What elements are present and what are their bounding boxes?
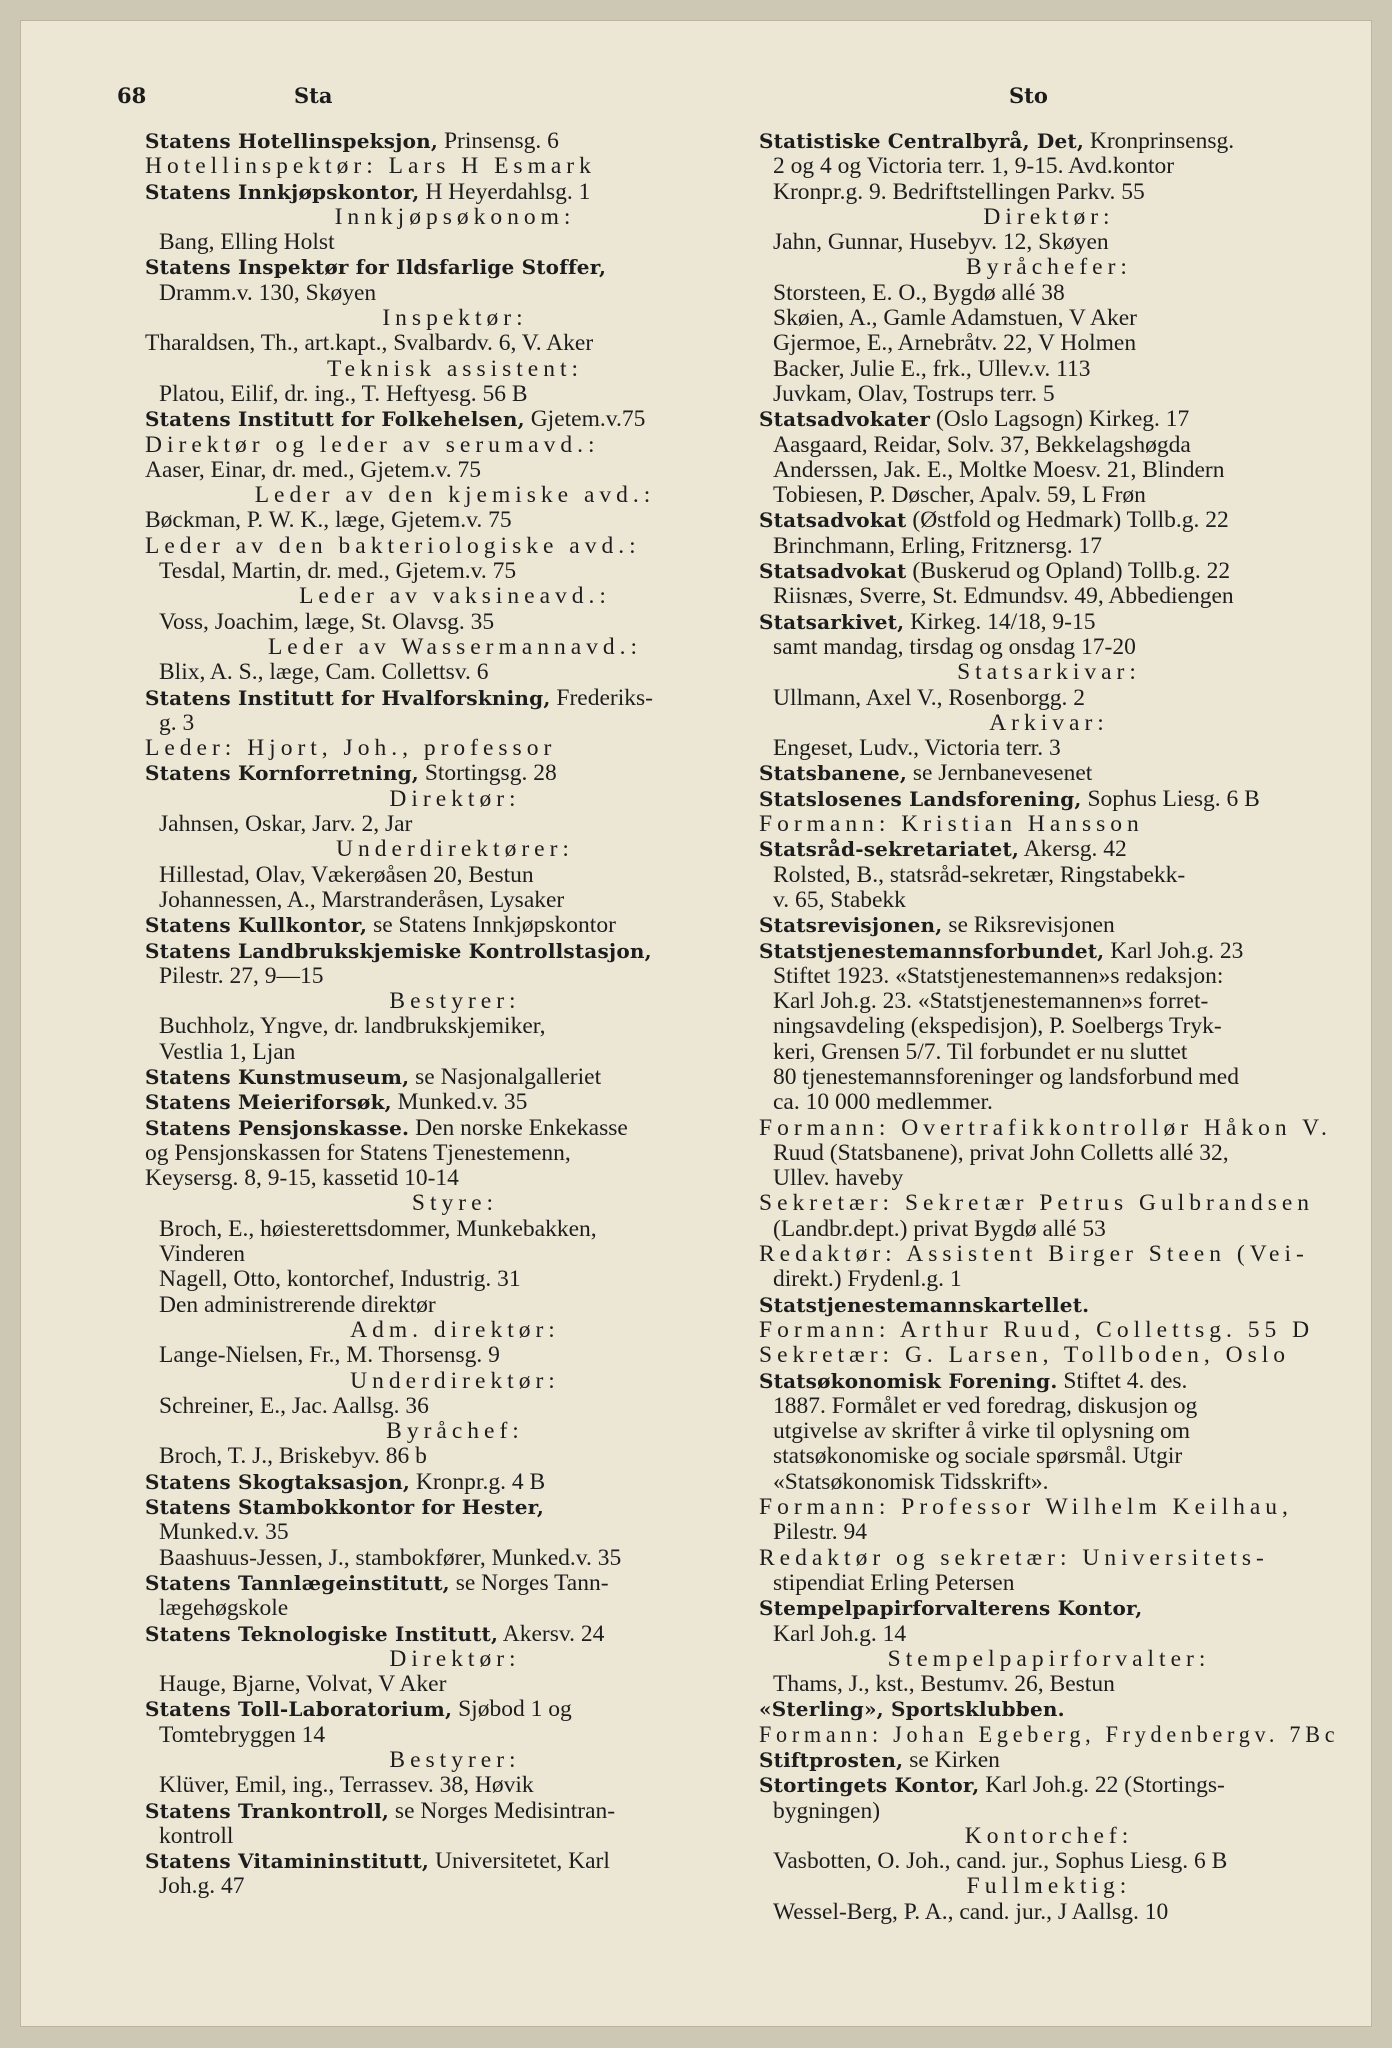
entry-line: Tharaldsen, Th., art.kapt., Svalbardv. 6, V. Aker [145, 330, 594, 357]
entry-line: statsøkonomiske og sociale spørsmål. Utgir [773, 1443, 1183, 1470]
entry-line: Ruud (Statsbanene), privat John Colletts allé 32, [773, 1139, 1229, 1166]
entry-line: Klüver, Emil, ing., Terrassev. 38, Høvik [159, 1772, 534, 1799]
entry-details: Karl Joh.g. 23 [1104, 937, 1244, 964]
entry-line: Jahn, Gunnar, Husebyv. 12, Skøyen [773, 229, 1109, 256]
entry-line: utgivelse av skrifter å virke til oplysning om [773, 1418, 1191, 1445]
entry-name: Stempelpapirforvalterens Kontor, [759, 1596, 1143, 1621]
role-heading: Statsarkivar: [957, 659, 1141, 686]
role-heading: Inspektør: [382, 305, 528, 332]
entry-line: Den administrerende direktør [159, 1291, 436, 1318]
entry-details: Karl Joh.g. 22 (Stortings- [979, 1772, 1225, 1799]
entry-line: Thams, J., kst., Bestumv. 26, Bestun [773, 1671, 1115, 1698]
entry-line: 2 og 4 og Victoria terr. 1, 9-15. Avd.kontor [773, 153, 1175, 180]
entry-details: (Buskerud og Opland) Tollb.g. 22 [906, 558, 1231, 585]
entry-heading-line [145, 129, 765, 154]
role-heading: Leder av vaksineavd.: [299, 583, 611, 610]
entry-heading-line [759, 837, 1339, 862]
role-heading: Byråchef: [386, 1418, 524, 1445]
entry-details: Munked.v. 35 [391, 1089, 528, 1116]
entry-line: Keysersg. 8, 9-15, kassetid 10-14 [145, 1165, 459, 1192]
entry-name: Statens Kullkontor, [145, 913, 368, 938]
entry-details: Akersv. 24 [498, 1620, 605, 1647]
entry-details: se Riksrevisjonen [942, 912, 1115, 939]
entry-heading-line [145, 1622, 765, 1647]
entry-heading-line [759, 913, 1339, 938]
role-heading: Direktør: [389, 785, 521, 812]
entry-heading-line [759, 508, 1339, 533]
entry-line: Aaser, Einar, dr. med., Gjetem.v. 75 [145, 456, 481, 483]
entry-line: Tomtebryggen 14 [159, 1721, 326, 1748]
role-line: Redaktør og sekretær: Universitets- [759, 1544, 1269, 1571]
role-line: Leder: Hjort, Joh., professor [145, 735, 557, 762]
entry-line: Riisnæs, Sverre, St. Edmundsv. 49, Abbediengen [773, 583, 1234, 610]
entry-heading-line [145, 913, 765, 938]
entry-details: Gjetem.v.75 [524, 406, 646, 433]
entry-name: Statsøkonomisk Forening. [759, 1368, 1058, 1393]
entry-name: Statsrevisjonen, [759, 913, 943, 938]
entry-line: v. 65, Stabekk [773, 886, 906, 913]
entry-name: Statens Hotellinspeksjon, [145, 129, 439, 153]
entry-name: Statens Institutt for Folkehelsen, [145, 407, 525, 432]
left-guide-word: Sta [294, 83, 333, 108]
entry-heading-line [145, 761, 765, 786]
entry-name: Statens Inspektør for Ildsfarlige Stoffer, [145, 255, 607, 280]
entry-heading-line [759, 559, 1339, 584]
entry-heading-line [759, 1369, 1339, 1394]
entry-name: Statens Pensjonskasse. [145, 1115, 410, 1140]
entry-name: Statens Meieriforsøk, [145, 1090, 392, 1115]
entry-name: Statsadvokat [759, 559, 907, 584]
entry-name: Statsadvokater [759, 407, 931, 432]
entry-details: se Norges Tann- [449, 1569, 609, 1596]
entry-details: Akersg. 42 [1019, 836, 1127, 863]
entry-line: ningsavdeling (ekspedisjon), P. Soelbergs Tryk- [773, 1013, 1222, 1040]
entry-line: Storsteen, E. O., Bygdø allé 38 [773, 279, 1065, 306]
entry-name: Statens Teknologiske Institutt, [145, 1621, 499, 1646]
entry-line: Bang, Elling Holst [159, 229, 335, 256]
entry-line: kontroll [159, 1822, 234, 1849]
entry-line: Kronpr.g. 9. Bedriftstellingen Parkv. 55 [773, 178, 1145, 205]
entry-details: Sophus Liesg. 6 B [1081, 785, 1260, 812]
entry-details: Den norske Enkekasse [409, 1114, 628, 1141]
entry-line: Hauge, Bjarne, Volvat, V Aker [159, 1671, 447, 1698]
entry-details: se Nasjonalgalleriet [409, 1063, 602, 1090]
entry-line: Juvkam, Olav, Tostrups terr. 5 [773, 380, 1055, 407]
entry-line: Brinchmann, Erling, Fritznersg. 17 [773, 532, 1102, 559]
entry-heading-line [145, 939, 765, 964]
role-heading: Leder av den kjemiske avd.: [254, 482, 656, 509]
entry-line: Gjermoe, E., Arnebråtv. 22, V Holmen [773, 330, 1137, 357]
entry-details: (Oslo Lagsogn) Kirkeg. 17 [930, 406, 1190, 433]
entry-heading-line [759, 787, 1339, 812]
entry-line: Rolsted, B., statsråd-sekretær, Ringstabekk- [773, 861, 1186, 888]
entry-line: Jahnsen, Oskar, Jarv. 2, Jar [159, 811, 413, 838]
entry-details: se Jernbanevesenet [906, 760, 1093, 787]
entry-line: Munked.v. 35 [159, 1519, 289, 1546]
entry-line: Ullmann, Axel V., Rosenborgg. 2 [773, 684, 1086, 711]
entry-line: ca. 10 000 medlemmer. [773, 1089, 993, 1116]
entry-details: Sjøbod 1 og [452, 1696, 572, 1723]
entry-line: Karl Joh.g. 14 [773, 1620, 907, 1647]
entry-name: Statens Innkjøpskontor, [145, 179, 420, 204]
right-column [759, 129, 1339, 1925]
role-heading: Direktør: [983, 203, 1115, 230]
entry-line: Joh.g. 47 [159, 1873, 245, 1900]
role-heading: Byråchefer: [966, 254, 1132, 281]
role-line: Sekretær: Sekretær Petrus Gulbrandsen [759, 1190, 1315, 1217]
entry-line: Baashuus-Jessen, J., stambokfører, Munked.v. 35 [159, 1544, 622, 1571]
entry-heading-line [145, 407, 765, 432]
entry-line: Johannessen, A., Marstranderåsen, Lysaker [159, 886, 565, 913]
role-heading: Underdirektør: [350, 1367, 560, 1394]
entry-line: Hillestad, Olav, Vækerøåsen 20, Bestun [159, 861, 534, 888]
entry-name: Statsarkivet, [759, 609, 905, 634]
entry-heading-line [759, 1596, 1339, 1621]
entry-heading-line [145, 255, 765, 280]
entry-heading-line [145, 1799, 765, 1824]
role-heading: Styre: [411, 1190, 499, 1217]
entry-heading-line [145, 1571, 765, 1596]
role-heading: Stempelpapirforvalter: [887, 1645, 1211, 1672]
entry-line: Vasbotten, O. Joh., cand. jur., Sophus Liesg. 6 B [773, 1848, 1228, 1875]
entry-line: stipendiat Erling Petersen [773, 1569, 1015, 1596]
entry-heading-line [759, 1293, 1339, 1318]
role-line: Formann: Kristian Hansson [759, 811, 1144, 838]
entry-name: Statens Kornforretning, [145, 761, 419, 786]
entry-line: og Pensjonskassen for Statens Tjenestemenn, [145, 1139, 571, 1166]
entry-heading-line [759, 761, 1339, 786]
role-heading: Leder av Wassermannavd.: [267, 633, 643, 660]
entry-line: Tesdal, Martin, dr. med., Gjetem.v. 75 [159, 558, 517, 585]
entry-name: Statsbanene, [759, 761, 907, 786]
role-line: Leder av den bakteriologiske avd.: [145, 532, 641, 559]
entry-details: se Norges Medisintran- [389, 1797, 616, 1824]
role-heading: Direktør: [389, 1645, 521, 1672]
entry-line: Anderssen, Jak. E., Moltke Moesv. 21, Blindern [773, 456, 1225, 483]
role-line: Direktør og leder av serumavd.: [145, 431, 600, 458]
entry-name: Statsadvokat [759, 508, 907, 533]
entry-line: Schreiner, E., Jac. Aallsg. 36 [159, 1392, 429, 1419]
entry-name: Statstjenestemannsforbundet, [759, 938, 1105, 963]
entry-details: Frederiks- [550, 684, 653, 711]
entry-line: Voss, Joachim, læge, St. Olavsg. 35 [159, 608, 495, 635]
entry-heading-line [145, 1065, 765, 1090]
entry-details: Kronprinsensg. [1084, 128, 1235, 154]
entry-line: Bøckman, P. W. K., læge, Gjetem.v. 75 [145, 507, 512, 534]
directory-page [20, 20, 1372, 2027]
entry-details: se Kirken [903, 1747, 1000, 1773]
entry-name: Statens Tannlægeinstitutt, [145, 1570, 450, 1595]
entry-line: Broch, E., høiesterettsdommer, Munkebakken, [159, 1215, 597, 1242]
entry-details: Universitetet, Karl [429, 1848, 610, 1875]
page-number: 68 [117, 83, 147, 108]
entry-line: 1887. Formålet er ved foredrag, diskusjon og [773, 1392, 1198, 1419]
entry-line: (Landbr.dept.) privat Bygdø allé 53 [773, 1215, 1106, 1242]
entry-name: Stortingets Kontor, [759, 1773, 980, 1798]
entry-line: Dramm.v. 130, Skøyen [159, 279, 377, 306]
entry-heading-line [145, 180, 765, 205]
entry-details: (Østfold og Hedmark) Tollb.g. 22 [906, 507, 1229, 534]
role-heading: Innkjøpsøkonom: [334, 203, 576, 230]
entry-line: bygningen) [773, 1797, 881, 1824]
entry-name: Statens Skogtaksasjon, [145, 1469, 411, 1494]
entry-line: «Statsøkonomisk Tidsskrift». [773, 1468, 1049, 1495]
role-line: Formann: Professor Wilhelm Keilhau, [759, 1494, 1293, 1521]
role-line: Sekretær: G. Larsen, Tollboden, Oslo [759, 1342, 1291, 1369]
entry-heading-line [759, 407, 1339, 432]
role-heading: Adm. direktør: [350, 1316, 560, 1343]
entry-heading-line [145, 1849, 765, 1874]
entry-line: Broch, T. J., Briskebyv. 86 b [159, 1443, 427, 1470]
role-heading: Bestyrer: [389, 1747, 521, 1773]
entry-line: Pilestr. 27, 9—15 [159, 962, 324, 989]
entry-heading-line [145, 1697, 765, 1722]
entry-line: Skøien, A., Gamle Adamstuen, V Aker [773, 305, 1138, 332]
role-heading: Arkivar: [989, 709, 1109, 736]
entry-name: Statens Trankontroll, [145, 1798, 390, 1823]
entry-line: 80 tjenestemannsforeninger og landsforbund med [773, 1063, 1239, 1090]
entry-heading-line [145, 1495, 765, 1520]
right-guide-word: Sto [1009, 83, 1048, 108]
entry-name: Statens Institutt for Hvalforskning, [145, 685, 551, 710]
entry-line: direkt.) Frydenl.g. 1 [773, 1266, 962, 1293]
entry-name: Statistiske Centralbyrå, Det, [759, 129, 1084, 153]
role-heading: Kontorchef: [964, 1822, 1134, 1849]
entry-line: samt mandag, tirsdag og onsdag 17-20 [773, 633, 1136, 660]
entry-name: Statstjenestemannskartellet. [759, 1292, 1090, 1317]
entry-line: Aasgaard, Reidar, Solv. 37, Bekkelagshøgda [773, 431, 1191, 458]
role-heading: Bestyrer: [389, 988, 521, 1015]
entry-line: Nagell, Otto, kontorchef, Industrig. 31 [159, 1266, 521, 1293]
left-column [145, 129, 765, 1900]
entry-heading-line [759, 129, 1339, 154]
entry-details: H Heyerdahlsg. 1 [419, 178, 591, 205]
role-line: Redaktør: Assistent Birger Steen (Vei- [759, 1241, 1309, 1268]
role-line: Formann: Overtrafikkontrollør Håkon V. [759, 1114, 1332, 1141]
entry-line: Engeset, Ludv., Victoria terr. 3 [773, 735, 1061, 762]
entry-line: Stiftet 1923. «Statstjenestemannen»s redaksjon: [773, 962, 1224, 989]
entry-line: Buchholz, Yngve, dr. landbrukskjemiker, [159, 1013, 546, 1040]
entry-name: Statslosenes Landsforening, [759, 786, 1082, 811]
role-heading: Underdirektører: [336, 836, 574, 863]
entry-heading-line [759, 939, 1339, 964]
entry-heading-line [759, 1697, 1339, 1722]
entry-name: Statens Landbrukskjemiske Kontrollstasjon, [145, 938, 652, 963]
entry-line: Lange-Nielsen, Fr., M. Thorsensg. 9 [159, 1342, 500, 1369]
entry-line: Ullev. haveby [773, 1165, 904, 1192]
entry-heading-line [145, 1470, 765, 1495]
entry-name: Statens Vitamininstitutt, [145, 1849, 430, 1874]
entry-details: se Statens Innkjøpskontor [367, 912, 616, 939]
entry-line: keri, Grensen 5/7. Til forbundet er nu sluttet [773, 1038, 1188, 1065]
role-line: Hotellinspektør: Lars H Esmark [145, 153, 596, 180]
entry-name: «Sterling», Sportsklubben. [759, 1697, 1065, 1722]
role-heading: Fullmektig: [966, 1873, 1132, 1900]
entry-heading-line [145, 1090, 765, 1115]
entry-heading-line [145, 686, 765, 711]
entry-name: Stiftprosten, [759, 1748, 904, 1772]
entry-line: Karl Joh.g. 23. «Statstjenestemannen»s forret- [773, 988, 1209, 1015]
entry-name: Statens Stambokkontor for Hester, [145, 1495, 545, 1520]
entry-line: Platou, Eilif, dr. ing., T. Heftyesg. 56 B [159, 380, 528, 407]
role-line: Formann: Arthur Ruud, Collettsg. 55 D [759, 1316, 1315, 1343]
entry-name: Statsråd-sekretariatet, [759, 837, 1020, 862]
entry-heading-line [759, 610, 1339, 635]
role-line: Formann: Johan Egeberg, Frydenbergv. 7Bc [759, 1721, 1340, 1748]
entry-line: Wessel-Berg, P. A., cand. jur., J Aallsg. 10 [773, 1898, 1169, 1925]
entry-details: Prinsensg. 6 [438, 128, 559, 154]
entry-heading-line [759, 1773, 1339, 1798]
entry-name: Statens Kunstmuseum, [145, 1064, 410, 1089]
entry-details: Stiftet 4. des. [1057, 1367, 1188, 1394]
entry-details: Kronpr.g. 4 B [410, 1468, 546, 1495]
entry-line: lægehøgskole [159, 1595, 289, 1622]
entry-details: Stortingsg. 28 [418, 760, 557, 787]
entry-heading-line [759, 1748, 1339, 1773]
entry-line: Blix, A. S., læge, Cam. Collettsv. 6 [159, 659, 489, 686]
entry-line: g. 3 [159, 709, 195, 736]
entry-details: Kirkeg. 14/18, 9-15 [904, 608, 1096, 635]
entry-heading-line [145, 1116, 765, 1141]
entry-line: Vinderen [159, 1241, 246, 1268]
entry-line: Backer, Julie E., frk., Ullev.v. 113 [773, 355, 1091, 382]
entry-line: Vestlia 1, Ljan [159, 1038, 296, 1065]
entry-line: Pilestr. 94 [773, 1519, 868, 1546]
entry-line: Tobiesen, P. Døscher, Apalv. 59, L Frøn [773, 482, 1146, 509]
role-heading: Teknisk assistent: [326, 355, 584, 382]
entry-name: Statens Toll-Laboratorium, [145, 1697, 453, 1722]
